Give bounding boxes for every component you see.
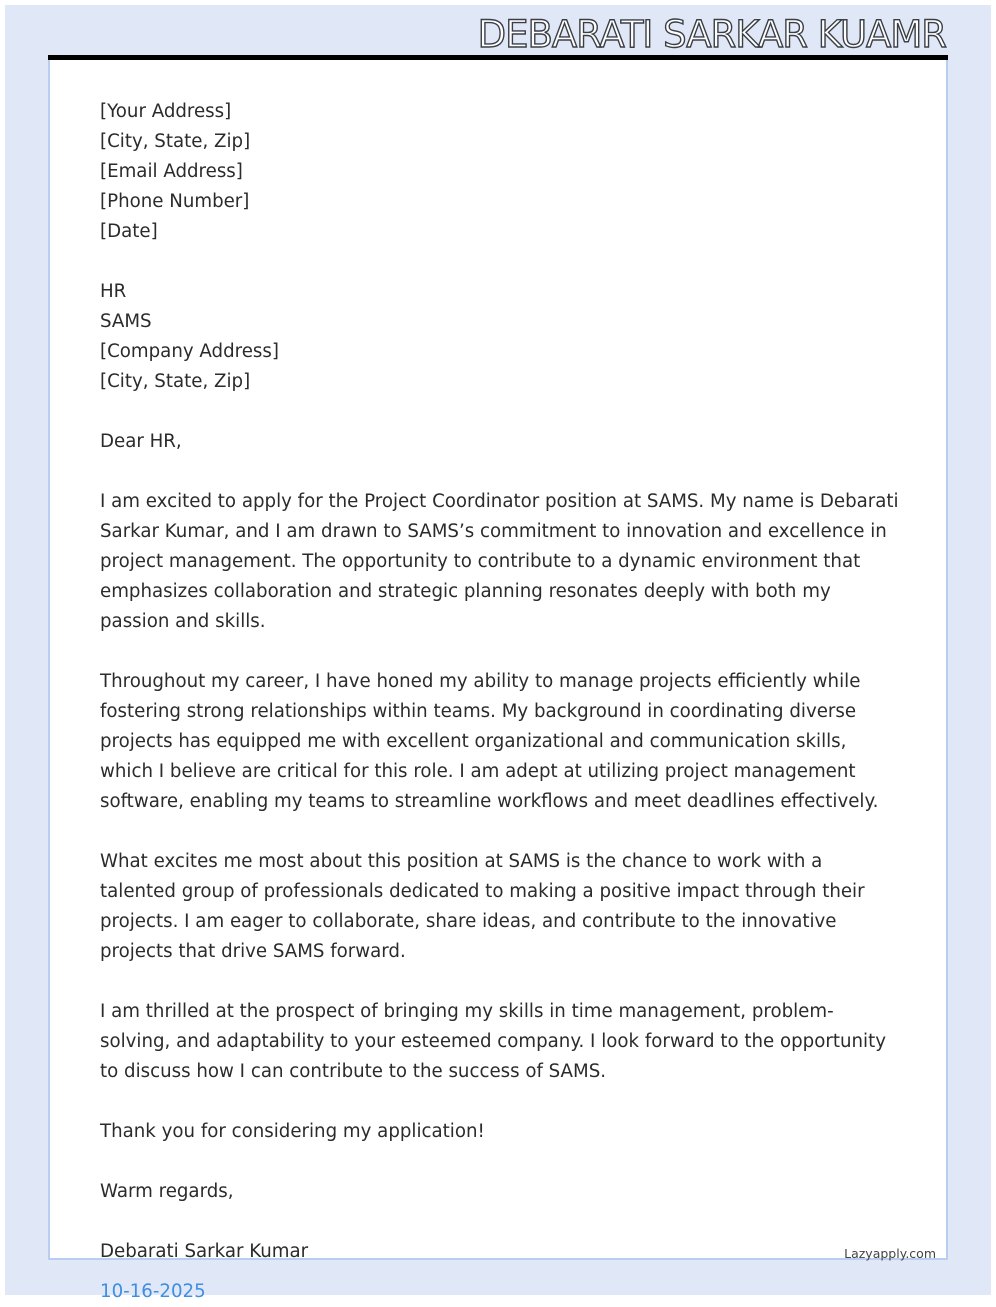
- spacer: [100, 457, 900, 487]
- recipient-company: SAMS: [100, 311, 152, 332]
- spacer: [100, 1267, 900, 1277]
- header-name: DEBARATI SARKAR KUAMR: [477, 13, 946, 56]
- signature-name: Debarati Sarkar Kumar: [100, 1241, 309, 1262]
- sender-address: [Your Address]: [100, 101, 232, 122]
- body-paragraph: I am excited to apply for the Project Coordinator position at SAMS. My name is Debarati Sarkar Kumar, and I am drawn to SAMS’s commitment to innovation and excellence in project management. The opportunity to contribute to a dynamic environment that emphasizes collaboration and strategic planning resonates deeply with both my passion and skills.: [100, 491, 899, 632]
- sender-email: [Email Address]: [100, 161, 243, 182]
- recipient-city-state-zip: [City, State, Zip]: [100, 371, 251, 392]
- body-paragraph: What excites me most about this position at SAMS is the chance to work with a talented group of professionals dedicated to making a positive impact through their projects. I am eager to collaborate, share ideas, and contribute to the innovative projects that drive SAMS forward.: [100, 851, 865, 962]
- thanks-line: Thank you for considering my application!: [100, 1121, 485, 1142]
- spacer: [100, 247, 900, 277]
- spacer: [100, 637, 900, 667]
- sender-phone: [Phone Number]: [100, 191, 250, 212]
- spacer: [100, 967, 900, 997]
- sender-date: [Date]: [100, 221, 158, 242]
- spacer: [100, 817, 900, 847]
- sender-block: [100, 97, 900, 247]
- salutation: Dear HR,: [100, 431, 182, 452]
- recipient-address: [Company Address]: [100, 341, 279, 362]
- recipient-block: [100, 277, 900, 397]
- body-paragraph: Throughout my career, I have honed my ability to manage projects efficiently while fostering strong relationships within teams. My background in coordinating diverse projects has equipped me with excellent organizational and communication skills, which I believe are critical for this role. I am adept at utilizing project management software, enabling my teams to streamline workflows and meet deadlines effectively.: [100, 671, 879, 812]
- spacer: [100, 397, 900, 427]
- closing-line: Warm regards,: [100, 1181, 234, 1202]
- footer-brand[interactable]: Lazyapply.com: [844, 1246, 936, 1261]
- sender-city-state-zip: [City, State, Zip]: [100, 131, 251, 152]
- spacer: [100, 1087, 900, 1117]
- body-paragraph: I am thrilled at the prospect of bringing my skills in time management, problem-solving, and adaptability to your esteemed company. I look forward to the opportunity to discuss how I can contribute to the success of SAMS.: [100, 1001, 886, 1082]
- recipient-name: HR: [100, 281, 127, 302]
- spacer: [100, 1147, 900, 1177]
- cover-letter-body: [100, 97, 900, 1307]
- signed-date: 10-16-2025: [100, 1281, 206, 1302]
- spacer: [100, 1207, 900, 1237]
